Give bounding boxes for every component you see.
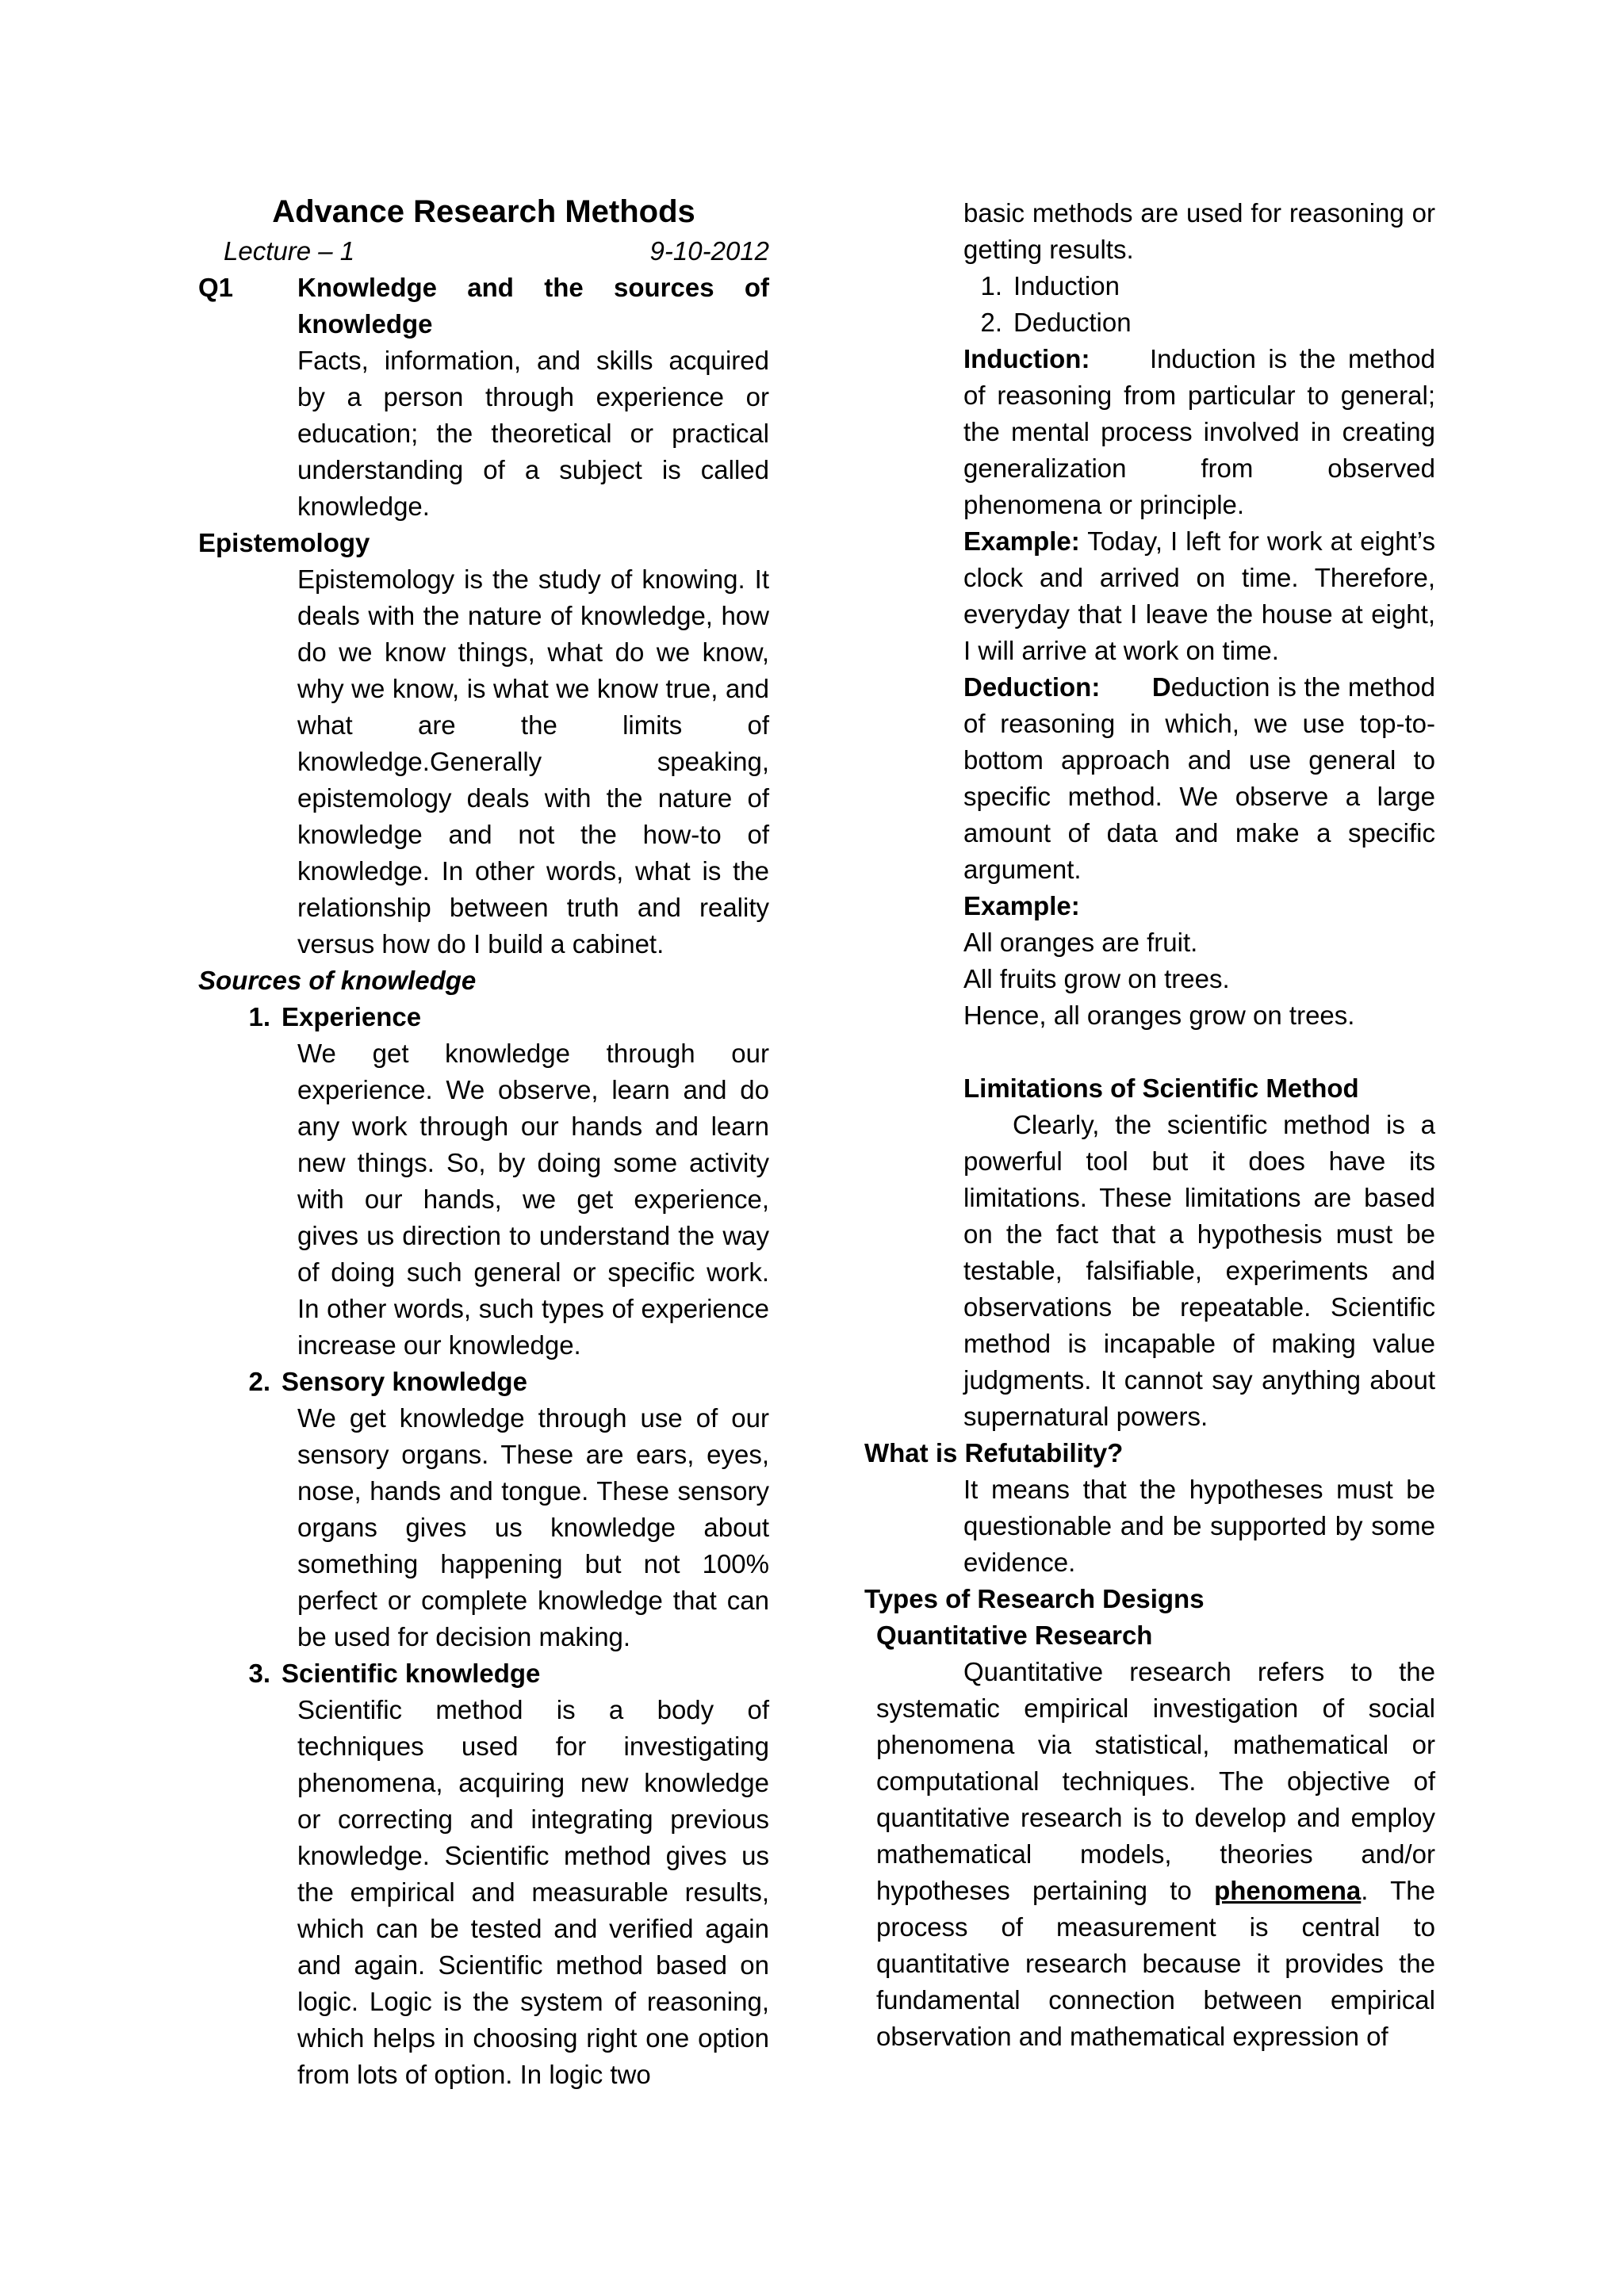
item-number: 3. xyxy=(248,1659,270,1688)
method-number: 2. xyxy=(980,308,1002,337)
source-item-scientific xyxy=(198,1655,769,1692)
item-number: 1. xyxy=(248,1002,270,1031)
scientific-text: Scientific method is a body of techniques used for investigating phenomena, acquiring new knowledge or correcting and integrating previous knowledge. Scientific method gives us the empirical and measurable results, which can be tested and verified again and again. Scientific method based on logic. Logic is the system of reasoning, which helps in choosing right one option from lots of option. In logic two xyxy=(297,1695,769,2089)
method-item xyxy=(980,304,1435,341)
deduction-example-label: Example: xyxy=(963,891,1080,920)
item-title: Scientific knowledge xyxy=(282,1659,541,1688)
deduction-example-line: All fruits grow on trees. xyxy=(963,964,1230,993)
refutability-text: It means that the hypotheses must be questionable and be supported by some evidence. xyxy=(963,1475,1435,1577)
quantitative-text xyxy=(876,1654,1435,2055)
spacer xyxy=(864,1034,1435,1070)
lecture-number: Lecture – 1 xyxy=(224,236,355,266)
item-number: 2. xyxy=(248,1367,270,1396)
method-item xyxy=(980,268,1435,304)
epistemology-text: Epistemology is the study of knowing. It deals with the nature of knowledge, how do we know things, what do we know, why we know, is what we know true, and what are the limits of knowledge.Generally speaking, epistemology deals with the nature of knowledge and not the how-to of knowledge. In other words, what is the relationship between truth and reality versus how do I build a cabinet. xyxy=(297,564,769,959)
deduction-label: Deduction: xyxy=(963,672,1101,702)
methods-list xyxy=(980,268,1435,341)
method-number: 1. xyxy=(980,271,1002,300)
page-title: Advance Research Methods xyxy=(272,194,695,229)
limitations-heading: Limitations of Scientific Method xyxy=(963,1073,1359,1103)
q1-number: Q1 xyxy=(198,273,234,302)
deduction-first-letter: D xyxy=(1151,672,1171,702)
sources-heading: Sources of knowledge xyxy=(198,966,477,995)
induction-para xyxy=(963,341,1435,523)
induction-label: Induction: xyxy=(963,344,1090,373)
lecture-date: 9-10-2012 xyxy=(649,236,769,266)
induction-example xyxy=(963,523,1435,669)
item-title: Sensory knowledge xyxy=(282,1367,527,1396)
method-label: Induction xyxy=(1013,271,1120,300)
q1-heading xyxy=(198,270,769,342)
method-label: Deduction xyxy=(1013,308,1132,337)
q1-title: Knowledge and the sources of knowledge xyxy=(297,273,769,339)
lecture-line xyxy=(198,233,769,270)
source-item-sensory xyxy=(198,1364,769,1400)
q1-text: Facts, information, and skills acquired by a person through experience or education; the theoretical or practical understanding of a subject is called knowledge. xyxy=(297,346,769,521)
research-designs-heading: Types of Research Designs xyxy=(864,1584,1205,1613)
deduction-text: eduction is the method of reasoning in which, we use top-to-bottom approach and use general to specific method. We observe a large amount of data and make a specific argument. xyxy=(963,672,1436,884)
deduction-example-line: All oranges are fruit. xyxy=(963,928,1198,957)
quantitative-heading: Quantitative Research xyxy=(876,1621,1153,1650)
source-item-experience xyxy=(198,999,769,1035)
deduction-example-line: Hence, all oranges grow on trees. xyxy=(963,1001,1355,1030)
induction-example-label: Example: xyxy=(963,526,1080,556)
induction-example-text: Today, I left for work at eight’s clock and arrived on time. Therefore, everyday that I leave the house at eight, I will arrive at work on time. xyxy=(963,526,1435,665)
induction-text: Induction is the method of reasoning from particular to general; the mental process involved in creating generalization from observed phenomena or principle. xyxy=(963,344,1436,519)
limitations-text: Clearly, the scientific method is a powerful tool but it does have its limitations. These limitations are based on the fact that a hypothesis must be testable, falsifiable, experiments and observations be repeatable. Scientific method is incapable of making value judgments. It cannot say anything about supernatural powers. xyxy=(963,1110,1435,1431)
right-column xyxy=(864,195,1435,2055)
epistemology-heading: Epistemology xyxy=(198,528,370,557)
left-column xyxy=(198,190,769,2093)
continued-text: basic methods are used for reasoning or getting results. xyxy=(963,198,1435,264)
item-title: Experience xyxy=(282,1002,422,1031)
phenomena-link[interactable]: phenomena xyxy=(1214,1876,1362,1905)
refutability-heading: What is Refutability? xyxy=(864,1438,1124,1468)
experience-text: We get knowledge through our experience. We observe, learn and do any work through our hands and learn new things. So, by doing some activity with our hands, we get experience, gives us direction to understand the way of doing such general or specific work. In other words, such types of experience increase our knowledge. xyxy=(297,1039,769,1360)
quantitative-text-after: . The process of measurement is central to quantitative research because it provides the fundamental connection between empirical observation and mathematical expression of xyxy=(876,1876,1435,2051)
quantitative-text-before: Quantitative research refers to the systematic empirical investigation of social phenomena via statistical, mathematical or computational techniques. The objective of quantitative research is to develop and employ mathematical models, theories and/or hypotheses pertaining to xyxy=(876,1657,1435,1905)
sensory-text: We get knowledge through use of our sensory organs. These are ears, eyes, nose, hands and tongue. These sensory organs gives us knowledge about something happening but not 100% perfect or complete knowledge that can be used for decision making. xyxy=(297,1403,769,1651)
deduction-para xyxy=(963,669,1435,888)
